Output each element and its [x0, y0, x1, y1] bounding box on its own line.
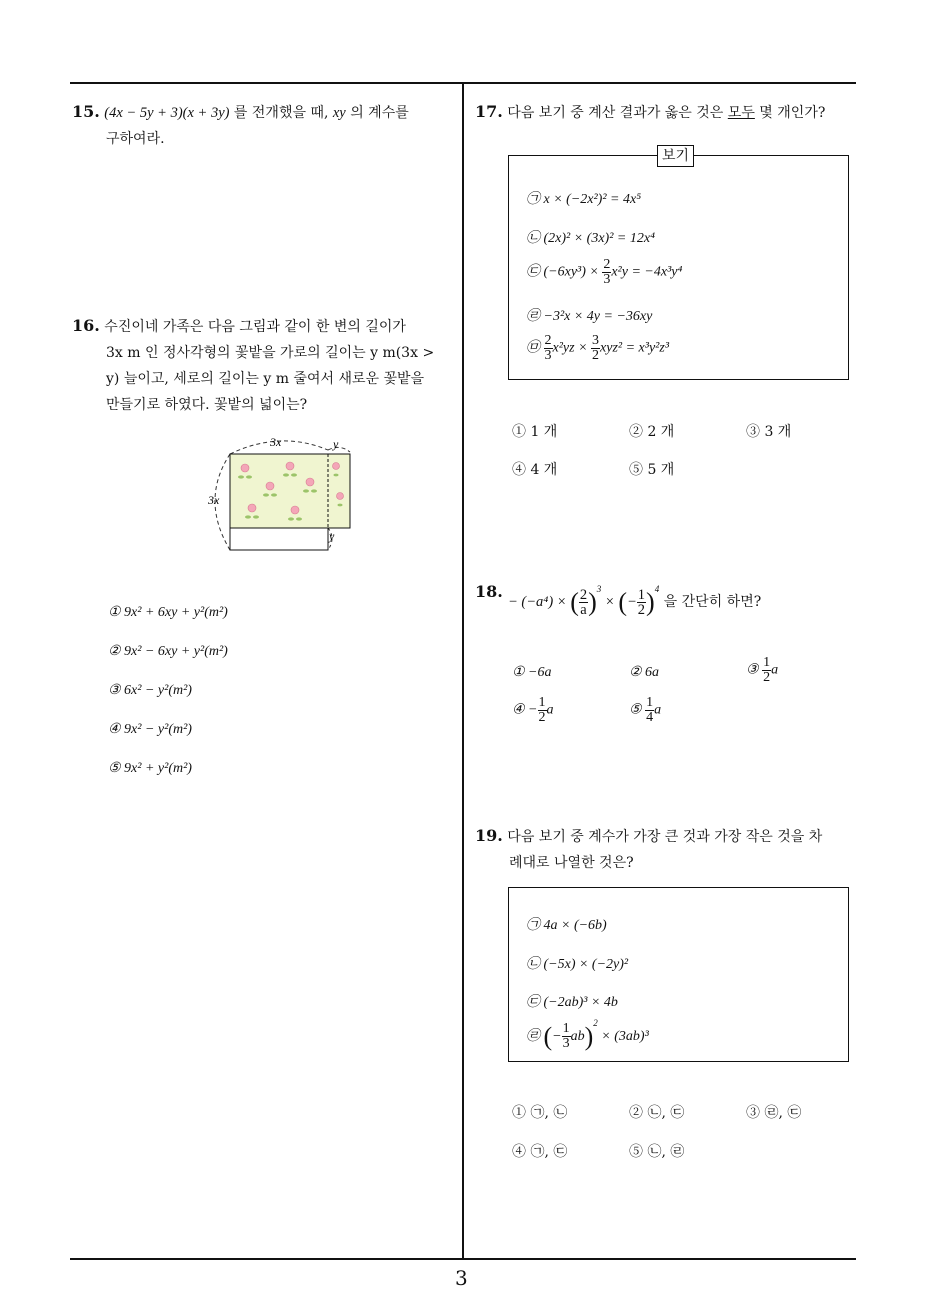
- q17-item-e-f1d: 3: [544, 348, 552, 363]
- q18-c4-post: a: [546, 702, 554, 718]
- question-17: [475, 100, 860, 126]
- q18-c3-pre: ③: [746, 662, 763, 678]
- q18-choice-3[interactable]: [746, 656, 778, 685]
- q18-f2sign: −: [627, 594, 637, 610]
- column-divider: [462, 82, 464, 1260]
- q18-exp1: 3: [596, 584, 602, 594]
- q17-item-a: ㉠ x × (−2x²)² = 4x⁵: [526, 192, 642, 207]
- bottom-rule: [70, 1258, 856, 1260]
- q19-item-a: ㉠ 4a × (−6b): [526, 918, 607, 933]
- q18-f1n: 2: [579, 587, 588, 604]
- q18-c5d: 4: [646, 710, 654, 725]
- q16-choice-1[interactable]: ① 9x² + 6xy + y²(m²): [108, 605, 228, 620]
- q17-item-c-num: 2: [603, 257, 611, 272]
- fig-label-y-bottom: y: [329, 529, 335, 543]
- q17-choice-2[interactable]: ② 2 개: [629, 424, 675, 440]
- q19-item-d-post: × (3ab)³: [597, 1029, 649, 1044]
- q17-choice-4[interactable]: ④ 4 개: [512, 462, 558, 478]
- q17-box-label: 보기: [657, 145, 694, 167]
- q16-choice-2[interactable]: ② 9x² − 6xy + y²(m²): [108, 644, 228, 659]
- question-16: [72, 314, 457, 418]
- q15-line2: 구하여라.: [106, 131, 165, 147]
- q19-item-d-den: 3: [562, 1036, 570, 1052]
- q19-choice-4[interactable]: ④ ㉠, ㉢: [512, 1144, 568, 1160]
- q19-number: 19.: [475, 826, 503, 845]
- q18-f1d: a: [580, 602, 587, 619]
- q19-line1: 다음 보기 중 계수가 가장 큰 것과 가장 작은 것을 차: [507, 829, 823, 845]
- q17-item-e-f2d: 2: [592, 348, 600, 363]
- question-18-expression: − (−a⁴) × ( $\frac{2}{a}$ )$^3$ × (− $\frac{1}{2}$ )$^4$ 을 간단히 하면?: [508, 584, 762, 619]
- q17-choice-1[interactable]: ① 1 개: [512, 424, 558, 440]
- q18-f2n: 1: [637, 587, 646, 604]
- q18-choice-5[interactable]: [629, 696, 661, 725]
- q17-item-e-mid: x²yz ×: [552, 340, 592, 356]
- q19-choice-2[interactable]: ② ㉡, ㉢: [629, 1105, 685, 1121]
- q18-exp2: 4: [654, 584, 660, 594]
- q16-choice-3[interactable]: ③ 6x² − y²(m²): [108, 683, 192, 698]
- q17-text-a: 다음 보기 중 계산 결과가 옳은 것은: [507, 105, 728, 121]
- q18-number: 18.: [475, 582, 503, 601]
- question-19: [475, 824, 860, 876]
- q17-text-underlined: 모두: [727, 105, 755, 121]
- q17-item-b: ㉡ (2x)² × (3x)² = 12x⁴: [526, 231, 655, 246]
- q16-choice-4[interactable]: ④ 9x² − y²(m²): [108, 722, 192, 737]
- q17-item-e-post: xyz² = x³y²z³: [600, 340, 670, 356]
- q16-choice-5[interactable]: ⑤ 9x² + y²(m²): [108, 761, 192, 776]
- page-number: 3: [455, 1266, 468, 1290]
- q18-c5n: 1: [646, 695, 654, 710]
- question-15: [72, 100, 457, 152]
- q19-choice-1[interactable]: ① ㉠, ㉡: [512, 1105, 568, 1121]
- q15-text2: 의 계수를: [345, 105, 409, 121]
- q16-line4: 만들기로 하였다. 꽃밭의 넓이는?: [106, 397, 308, 413]
- q18-post: 을 간단히 하면?: [659, 594, 762, 610]
- q16-number: 16.: [72, 316, 100, 335]
- q18-c3-post: a: [771, 662, 779, 678]
- fig-label-left: 3x: [208, 493, 220, 507]
- q19-item-d-pre: ㉣: [526, 1029, 544, 1044]
- q17-item-c-post: x²y = −4x³y⁴: [611, 264, 683, 280]
- q15-xy: xy: [332, 105, 346, 121]
- q18-pre: − (−a⁴) ×: [508, 594, 571, 610]
- q19-item-d: ㉣ (− $\frac{1}{3}$ ab)$^2$ × (3ab)³: [526, 1018, 649, 1052]
- q18-c3d: 2: [763, 670, 771, 685]
- q16-line3: y) 늘이고, 세로의 길이는 y m 줄여서 새로운 꽃밭을: [106, 371, 425, 387]
- flower-garden-figure: [200, 430, 370, 555]
- q15-expression: (4x − 5y + 3)(x + 3y): [104, 105, 230, 121]
- q19-item-d-num: 1: [562, 1021, 570, 1037]
- q19-item-c: ㉢ (−2ab)³ × 4b: [526, 995, 618, 1010]
- q16-line2: 3x m 인 정사각형의 꽃밭을 가로의 길이는 y m(3x >: [106, 345, 435, 361]
- q19-choice-3[interactable]: ③ ㉣, ㉢: [746, 1105, 802, 1121]
- q18-choice-1[interactable]: ① −6a: [512, 665, 552, 680]
- q17-item-d: ㉣ −3²x × 4y = −36xy: [526, 309, 653, 324]
- q17-choice-3[interactable]: ③ 3 개: [746, 424, 792, 440]
- q18-c4-pre: ④ −: [512, 702, 538, 718]
- q19-line2: 례대로 나열한 것은?: [509, 855, 634, 871]
- q17-item-e-pre: ㉤: [526, 340, 544, 356]
- q17-item-c-pre: ㉢ (−6xy³) ×: [526, 264, 603, 280]
- q18-c3n: 1: [763, 655, 771, 670]
- question-18-number: [475, 582, 503, 601]
- q19-choice-5[interactable]: ⑤ ㉡, ㉣: [629, 1144, 685, 1160]
- q18-c5-post: a: [654, 702, 662, 718]
- q15-number: 15.: [72, 102, 100, 121]
- q19-item-b: ㉡ (−5x) × (−2y)²: [526, 957, 629, 972]
- q17-choice-5[interactable]: ⑤ 5 개: [629, 462, 675, 478]
- q17-item-c: [526, 258, 682, 287]
- q15-text1: 를 전개했을 때,: [229, 105, 333, 121]
- q17-text-b: 몇 개인가?: [754, 105, 826, 121]
- q16-line1: 수진이네 가족은 다음 그림과 같이 한 변의 길이가: [104, 319, 406, 335]
- q17-item-e-f1n: 2: [544, 333, 552, 348]
- q17-item-e-f2n: 3: [592, 333, 600, 348]
- q17-item-e: [526, 334, 669, 363]
- q17-number: 17.: [475, 102, 503, 121]
- q19-item-d-exp: 2: [593, 1018, 598, 1028]
- q18-c4n: 1: [538, 695, 546, 710]
- fig-label-y-top: y: [333, 437, 339, 451]
- q18-choice-2[interactable]: ② 6a: [629, 665, 660, 680]
- q18-mid: ×: [601, 594, 619, 610]
- fig-label-top: 3x: [270, 435, 282, 449]
- q18-c4d: 2: [538, 710, 546, 725]
- q18-choice-4[interactable]: [512, 696, 554, 725]
- q17-item-c-den: 3: [603, 272, 611, 287]
- q18-f2d: 2: [637, 602, 646, 619]
- q18-c5-pre: ⑤: [629, 702, 646, 718]
